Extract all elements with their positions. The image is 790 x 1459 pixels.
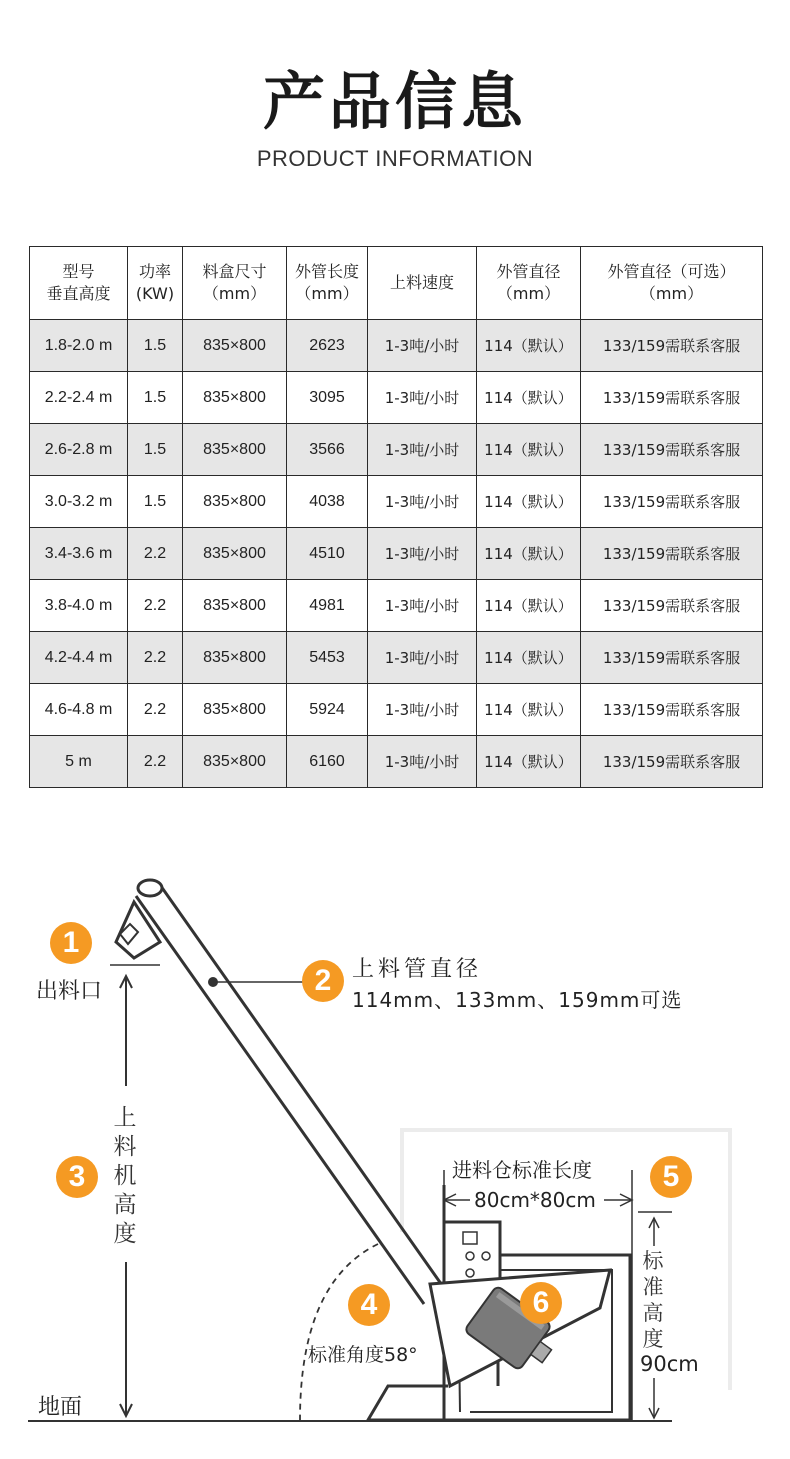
- cell-model-height: 5 m: [30, 736, 128, 788]
- cell-pipe-diameter-optional: 133/159需联系客服: [581, 320, 763, 372]
- spec-table: [29, 246, 763, 788]
- cell-pipe-length: 3566: [287, 424, 368, 476]
- cell-pipe-length: 4981: [287, 580, 368, 632]
- page-title: 产品信息: [262, 65, 527, 138]
- std-height-value: 90cm: [640, 1352, 699, 1376]
- cell-pipe-length: 3095: [287, 372, 368, 424]
- cell-feed-speed: 1-3吨/小时: [368, 580, 477, 632]
- table-row: [30, 632, 763, 684]
- cell-pipe-diameter: 114（默认）: [477, 632, 581, 684]
- pipe-diameter-title: 上料管直径: [352, 957, 483, 982]
- cell-feed-speed: 1-3吨/小时: [368, 424, 477, 476]
- header-pipe-length: 外管长度 （mm）: [287, 247, 368, 320]
- cell-pipe-diameter-optional: 133/159需联系客服: [581, 684, 763, 736]
- cell-hopper-size: 835×800: [183, 736, 287, 788]
- cell-pipe-diameter-optional: 133/159需联系客服: [581, 528, 763, 580]
- header-pipe-diameter: 外管直径 （mm）: [477, 247, 581, 320]
- header-model-height: 型号 垂直高度: [30, 247, 128, 320]
- cell-model-height: 4.2-4.4 m: [30, 632, 128, 684]
- cell-feed-speed: 1-3吨/小时: [368, 632, 477, 684]
- table-row: [30, 580, 763, 632]
- cell-pipe-length: 2623: [287, 320, 368, 372]
- cell-model-height: 2.2-2.4 m: [30, 372, 128, 424]
- cell-pipe-diameter: 114（默认）: [477, 424, 581, 476]
- cell-hopper-size: 835×800: [183, 320, 287, 372]
- cell-hopper-size: 835×800: [183, 632, 287, 684]
- angle-label: 标准角度58°: [308, 1344, 418, 1366]
- cell-pipe-diameter: 114（默认）: [477, 528, 581, 580]
- cell-model-height: 3.4-3.6 m: [30, 528, 128, 580]
- callout-badge-3: 3: [56, 1156, 98, 1198]
- hopper-length-value: 80cm*80cm: [474, 1188, 596, 1212]
- cell-pipe-length: 4038: [287, 476, 368, 528]
- table-header-row: [30, 247, 763, 320]
- cell-pipe-diameter: 114（默认）: [477, 736, 581, 788]
- cell-pipe-diameter-optional: 133/159需联系客服: [581, 424, 763, 476]
- table-row: [30, 372, 763, 424]
- callout-badge-4: 4: [348, 1284, 390, 1326]
- cell-pipe-diameter-optional: 133/159需联系客服: [581, 632, 763, 684]
- cell-hopper-size: 835×800: [183, 684, 287, 736]
- ground-label: 地面: [38, 1395, 83, 1420]
- cell-hopper-size: 835×800: [183, 476, 287, 528]
- cell-pipe-diameter-optional: 133/159需联系客服: [581, 476, 763, 528]
- header-power: 功率 (KW): [128, 247, 183, 320]
- cell-feed-speed: 1-3吨/小时: [368, 476, 477, 528]
- machine-diagram: [0, 830, 790, 1459]
- cell-hopper-size: 835×800: [183, 372, 287, 424]
- table-row: [30, 736, 763, 788]
- cell-feed-speed: 1-3吨/小时: [368, 528, 477, 580]
- cell-hopper-size: 835×800: [183, 424, 287, 476]
- callout-badge-1: 1: [50, 922, 92, 964]
- cell-pipe-diameter: 114（默认）: [477, 684, 581, 736]
- cell-model-height: 4.6-4.8 m: [30, 684, 128, 736]
- pipe-diameter-options: 114mm、133mm、159mm可选: [352, 988, 683, 1012]
- cell-pipe-length: 6160: [287, 736, 368, 788]
- header-feed-speed: 上料速度: [368, 247, 477, 320]
- cell-power: 1.5: [128, 424, 183, 476]
- machine-height-label: 上料机高度: [113, 1105, 137, 1247]
- cell-pipe-length: 5453: [287, 632, 368, 684]
- cell-hopper-size: 835×800: [183, 580, 287, 632]
- cell-power: 2.2: [128, 528, 183, 580]
- cell-feed-speed: 1-3吨/小时: [368, 736, 477, 788]
- cell-pipe-length: 4510: [287, 528, 368, 580]
- cell-model-height: 2.6-2.8 m: [30, 424, 128, 476]
- cell-pipe-diameter: 114（默认）: [477, 476, 581, 528]
- hopper-length-title: 进料仓标准长度: [452, 1158, 592, 1182]
- cell-model-height: 3.0-3.2 m: [30, 476, 128, 528]
- cell-pipe-diameter: 114（默认）: [477, 372, 581, 424]
- header-pipe-diameter-optional: 外管直径（可选） （mm）: [581, 247, 763, 320]
- cell-power: 1.5: [128, 372, 183, 424]
- cell-feed-speed: 1-3吨/小时: [368, 372, 477, 424]
- cell-feed-speed: 1-3吨/小时: [368, 320, 477, 372]
- callout-badge-6: 6: [520, 1282, 562, 1324]
- cell-pipe-diameter-optional: 133/159需联系客服: [581, 372, 763, 424]
- cell-power: 2.2: [128, 632, 183, 684]
- table-row: [30, 320, 763, 372]
- std-height-label: 标准高度: [642, 1249, 664, 1351]
- table-row: [30, 684, 763, 736]
- cell-pipe-length: 5924: [287, 684, 368, 736]
- cell-pipe-diameter-optional: 133/159需联系客服: [581, 736, 763, 788]
- cell-pipe-diameter-optional: 133/159需联系客服: [581, 580, 763, 632]
- header-hopper-size: 料盒尺寸 （mm）: [183, 247, 287, 320]
- cell-power: 1.5: [128, 320, 183, 372]
- table-row: [30, 476, 763, 528]
- callout-badge-5: 5: [650, 1156, 692, 1198]
- outlet-label: 出料口: [36, 979, 103, 1004]
- cell-power: 1.5: [128, 476, 183, 528]
- cell-feed-speed: 1-3吨/小时: [368, 684, 477, 736]
- cell-power: 2.2: [128, 684, 183, 736]
- cell-pipe-diameter: 114（默认）: [477, 320, 581, 372]
- cell-hopper-size: 835×800: [183, 528, 287, 580]
- table-row: [30, 424, 763, 476]
- cell-power: 2.2: [128, 580, 183, 632]
- callout-badge-2: 2: [302, 960, 344, 1002]
- cell-model-height: 3.8-4.0 m: [30, 580, 128, 632]
- cell-power: 2.2: [128, 736, 183, 788]
- table-row: [30, 528, 763, 580]
- cell-pipe-diameter: 114（默认）: [477, 580, 581, 632]
- cell-model-height: 1.8-2.0 m: [30, 320, 128, 372]
- page-subtitle: PRODUCT INFORMATION: [256, 146, 534, 171]
